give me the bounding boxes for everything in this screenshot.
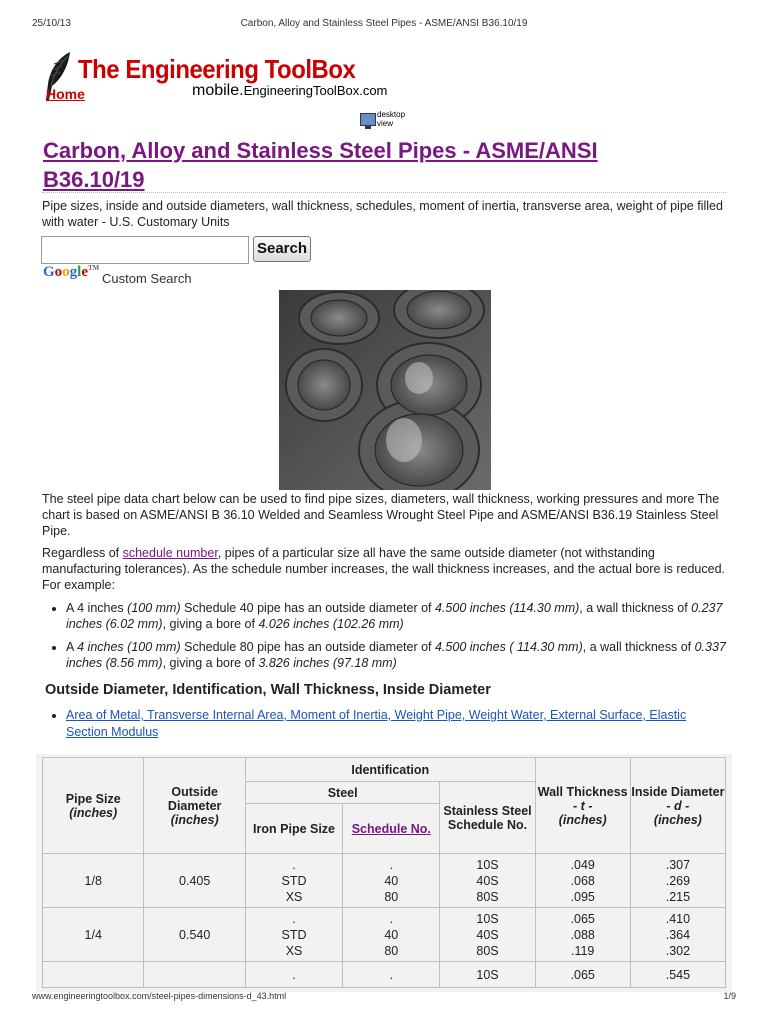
page-title[interactable]: Carbon, Alloy and Stainless Steel Pipes - ASME/ANSI B36.10/19 [43, 138, 598, 192]
cell-wall: .065 [535, 962, 630, 988]
cell-sched: . [343, 962, 440, 988]
table-row [43, 854, 726, 908]
cell-size: 1/4 [43, 908, 144, 962]
cell-sched: . 40 80 [343, 854, 440, 908]
list-item [66, 707, 726, 741]
cell-id: .307 .269 .215 [630, 854, 725, 908]
cell-iron: . STD XS [245, 908, 342, 962]
search-button[interactable]: Search [253, 236, 311, 262]
google-tm: TM [88, 264, 100, 272]
list-item: • A 4 inches (100 mm) Schedule 80 pipe has an outside diameter of 4.500 inches ( 114.30 mm), a wall thickness of 0.337 inches (8.56 mm), giving a bore of 3.826 inches (97.18 mm) [66, 639, 746, 671]
cell-sched: . 40 80 [343, 908, 440, 962]
cell-ss: 10S [440, 962, 535, 988]
site-logo[interactable] [40, 50, 400, 110]
print-doc-title: Carbon, Alloy and Stainless Steel Pipes - ASME/ANSI B36.10/19 [240, 18, 528, 29]
schedule-paragraph: Regardless of schedule number, pipes of a particular size all have the same outside diameter (not withstanding manufacturing tolerances). As the schedule number increases, the wall thickness increases, and the actual bore is reduced. For example: [42, 546, 726, 592]
desktop-view-label: desktop view [377, 110, 406, 128]
cell-ss: 10S 40S 80S [440, 854, 535, 908]
mobile-site-link[interactable] [192, 82, 387, 100]
cell-ss: 10S 40S 80S [440, 908, 535, 962]
search-input[interactable] [41, 236, 249, 264]
custom-search-label: Custom Search [102, 271, 192, 286]
list-item: • A 4 inches (100 mm) Schedule 40 pipe has an outside diameter of 4.500 inches (114.30 mm), a wall thickness of 0.237 inches (6.02 mm), giving a bore of 4.026 inches (102.26 mm) [66, 600, 746, 632]
pipe-dimensions-table [42, 757, 726, 988]
google-logo: Google™ [43, 264, 100, 280]
header-pipe-size: Pipe Size (inches) [43, 758, 144, 854]
chart-description: The steel pipe data chart below can be used to find pipe sizes, diameters, wall thickness, working pressures and more The chart is based on ASME/ANSI B 36.10 Welded and Seamless Wrought Steel Pipe and ASME/ANSI B36.19 Stainless Steel Pipe. [42, 492, 720, 538]
cell-iron: . [245, 962, 342, 988]
cell-od: 0.540 [144, 908, 245, 962]
header-wall-thickness: Wall Thickness - t - (inches) [535, 758, 630, 854]
related-link[interactable]: Area of Metal, Transverse Internal Area, Moment of Inertia, Weight Pipe, Weight Water, External Surface, Elastic Section Modulus [66, 708, 687, 739]
steel-pipes-photo [279, 290, 491, 490]
cell-od: 0.405 [144, 854, 245, 908]
related-links [48, 707, 726, 741]
header-schedule-no[interactable] [343, 804, 440, 854]
schedule-number-link[interactable]: schedule number [122, 546, 218, 560]
print-date: 25/10/13 [32, 18, 71, 29]
cell-od [144, 962, 245, 988]
cell-wall: .049 .068 .095 [535, 854, 630, 908]
cell-id: .545 [630, 962, 725, 988]
title-divider [42, 192, 726, 193]
mobile-domain: EngineeringToolBox.com [243, 83, 388, 98]
table-row [43, 962, 726, 988]
header-steel: Steel [245, 782, 440, 804]
home-link[interactable]: Home [46, 86, 85, 102]
print-page-number: 1/9 [723, 991, 736, 1001]
header-identification: Identification [245, 758, 535, 782]
monitor-icon [360, 113, 376, 126]
schedule-no-link[interactable]: Schedule No. [351, 821, 431, 836]
header-inside-diameter: Inside Diameter - d - (inches) [630, 758, 725, 854]
logo-text: The Engineering ToolBox [78, 54, 356, 84]
header-stainless-schedule: Stainless Steel Schedule No. [440, 782, 535, 854]
cell-size [43, 962, 144, 988]
table-row [43, 908, 726, 962]
examples-list [48, 600, 746, 678]
cell-wall: .065 .088 .119 [535, 908, 630, 962]
mobile-prefix: mobile. [192, 82, 244, 99]
cell-iron: . STD XS [245, 854, 342, 908]
cell-id: .410 .364 .302 [630, 908, 725, 962]
section-heading: Outside Diameter, Identification, Wall Thickness, Inside Diameter [45, 682, 491, 698]
header-outside-diameter: Outside Diameter (inches) [144, 758, 245, 854]
header-iron-pipe-size: Iron Pipe Size [245, 804, 342, 854]
desktop-view-link[interactable] [360, 110, 420, 132]
cell-size: 1/8 [43, 854, 144, 908]
print-url: www.engineeringtoolbox.com/steel-pipes-dimensions-d_43.html [32, 991, 287, 1001]
intro-text: Pipe sizes, inside and outside diameters, wall thickness, schedules, moment of inertia, transverse area, weight of pipe filled with water - U.S. Customary Units [42, 199, 723, 229]
